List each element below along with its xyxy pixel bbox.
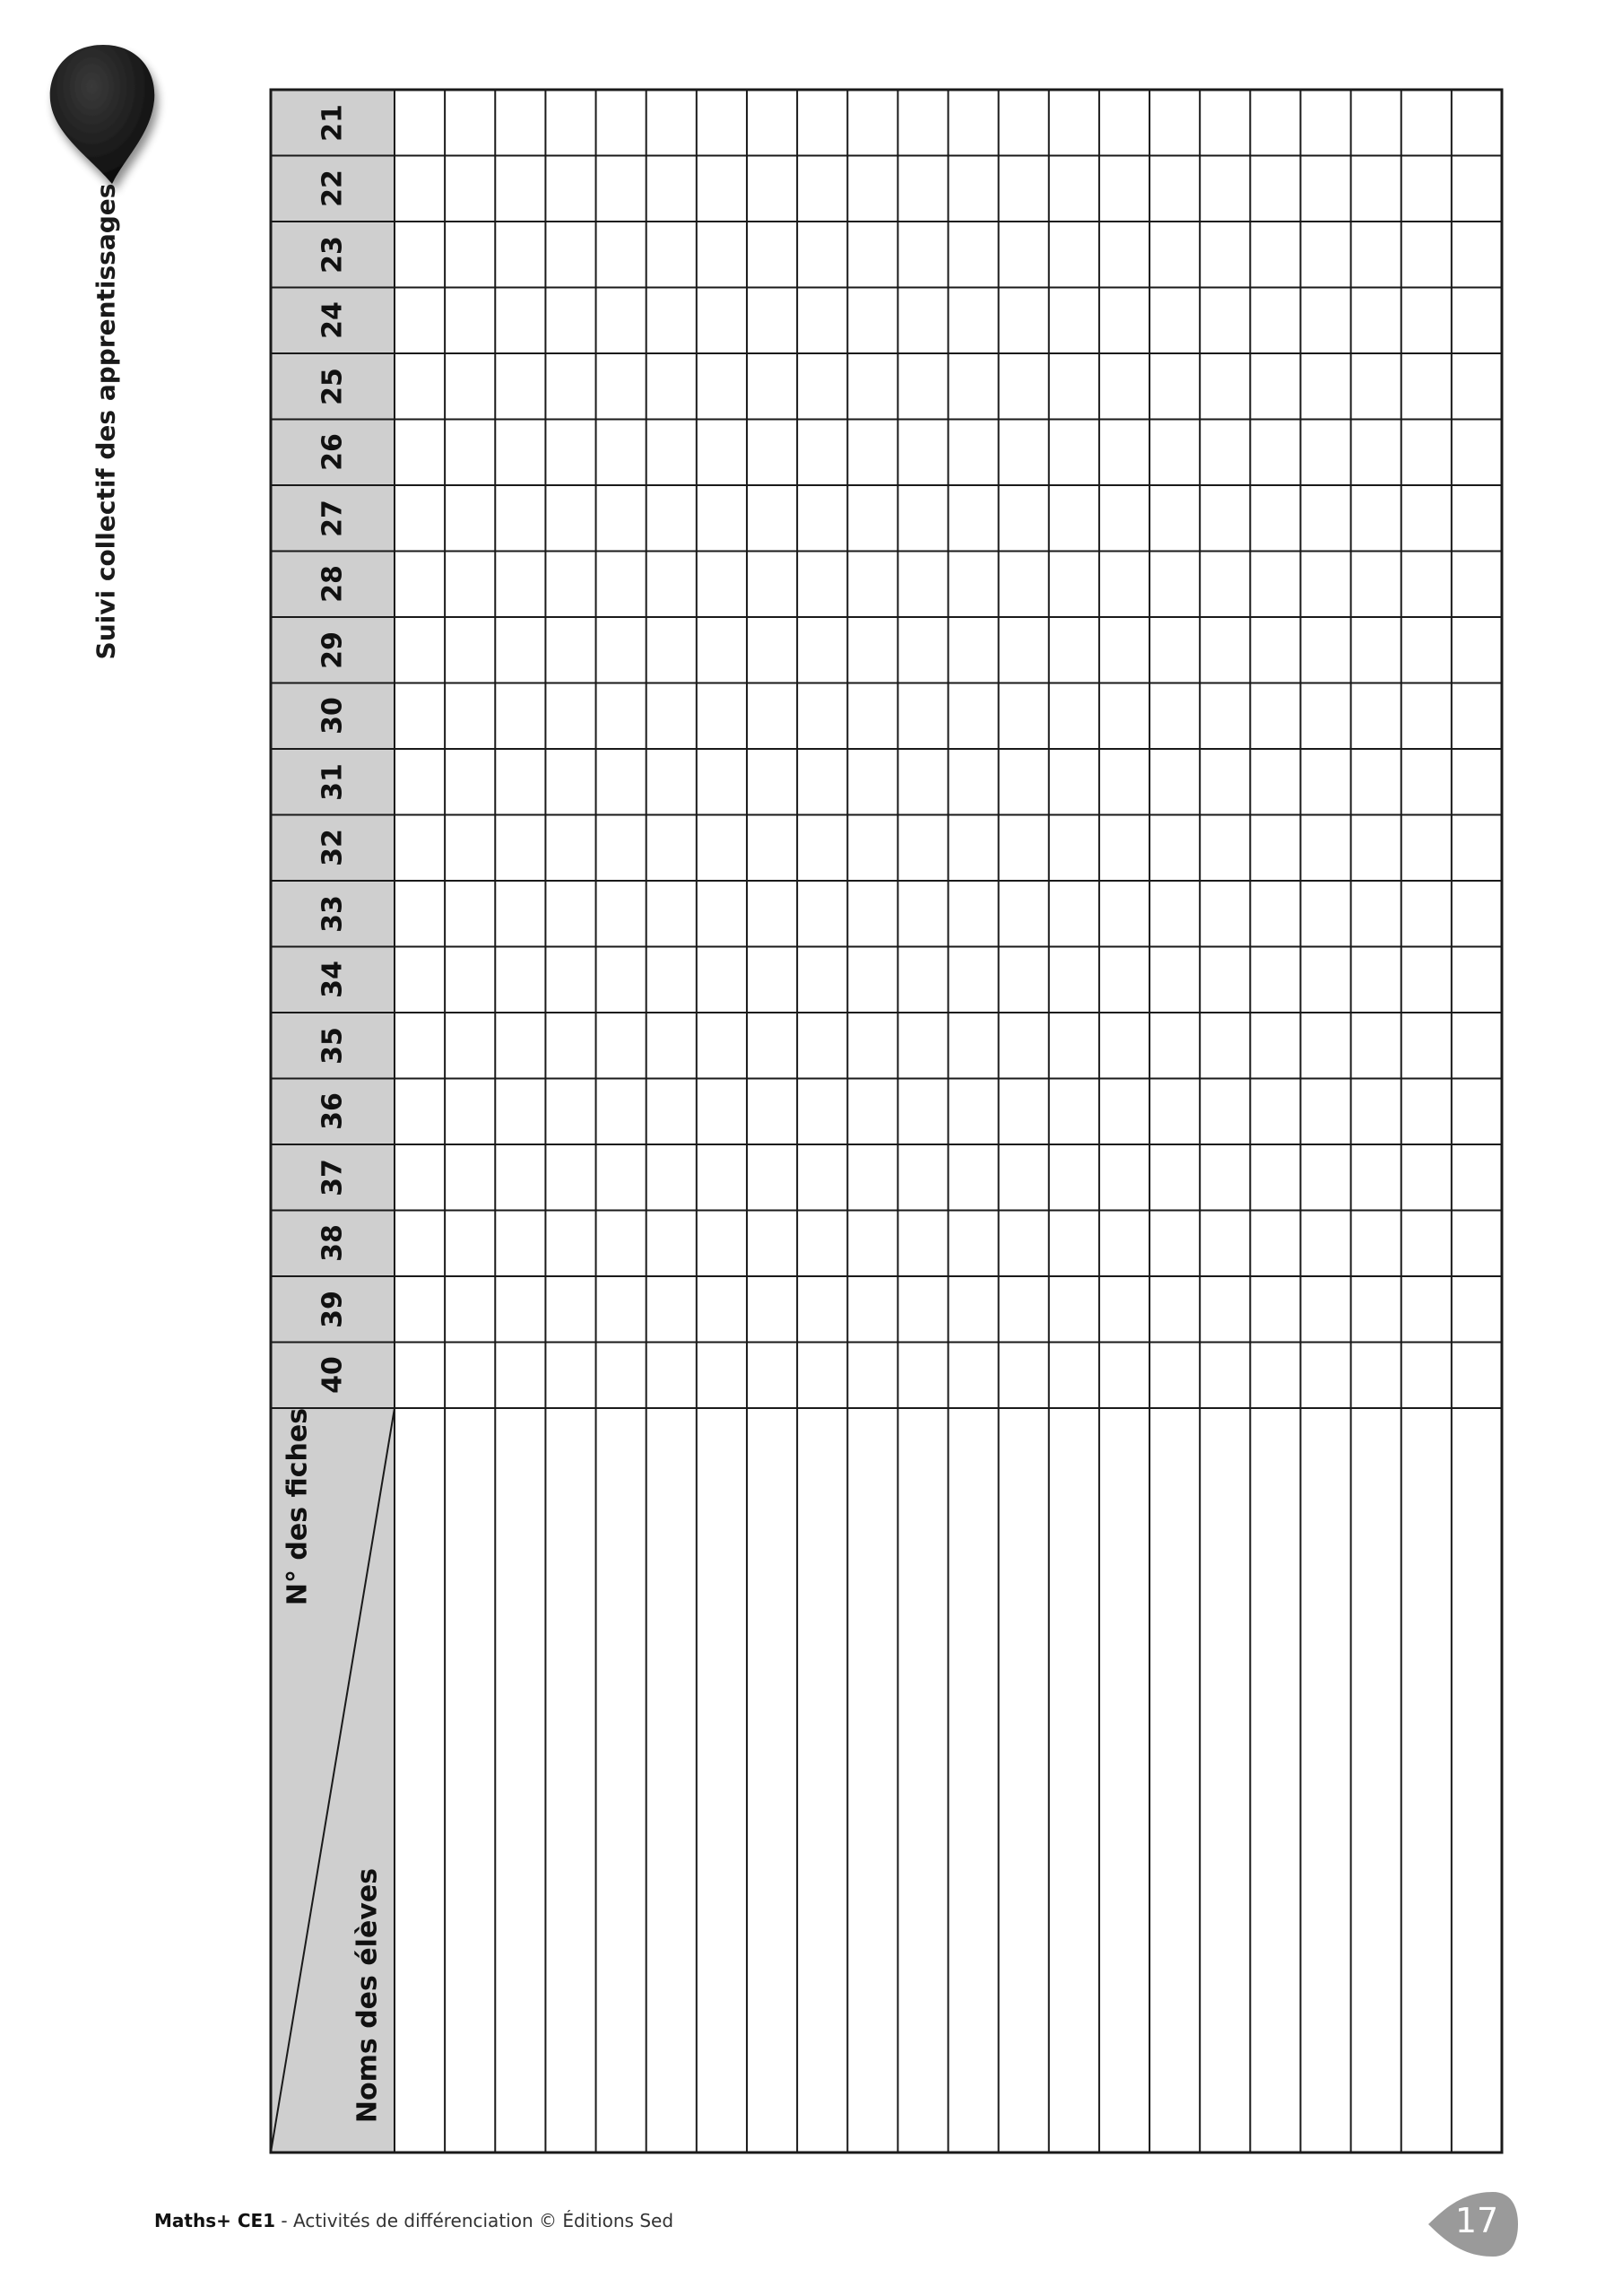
footer-credit-text: - Activités de différenciation © Éditions Sed — [275, 2210, 674, 2231]
fiche-number-28: 28 — [317, 565, 349, 604]
fiche-number-27: 27 — [317, 499, 349, 537]
fiche-number-30: 30 — [317, 697, 349, 735]
fiche-number-35: 35 — [317, 1026, 349, 1065]
fiche-number-26: 26 — [317, 433, 349, 472]
fiche-number-25: 25 — [317, 367, 349, 405]
fiche-number-33: 33 — [317, 894, 349, 933]
section-title: Suivi collectif des apprentissages — [91, 183, 121, 660]
fiche-number-header: N° des fiches — [282, 1407, 314, 1606]
fiche-number-22: 22 — [317, 170, 349, 208]
fiche-number-29: 29 — [317, 631, 349, 669]
fiche-number-34: 34 — [317, 961, 349, 999]
fiche-number-31: 31 — [317, 762, 349, 801]
fiche-number-40: 40 — [317, 1356, 349, 1395]
fiche-number-23: 23 — [317, 235, 349, 274]
fiche-number-38: 38 — [317, 1224, 349, 1263]
page-number: 17 — [1454, 2201, 1499, 2240]
fiche-number-39: 39 — [317, 1290, 349, 1328]
student-names-header: Noms des élèves — [351, 1867, 384, 2124]
fiche-number-36: 36 — [317, 1092, 349, 1131]
fiche-number-21: 21 — [317, 103, 349, 142]
fiche-number-37: 37 — [317, 1158, 349, 1196]
table-border — [271, 90, 1502, 2152]
fiche-number-24: 24 — [317, 301, 349, 340]
footer-credit — [154, 2210, 673, 2231]
footer-brand: Maths+ CE1 — [154, 2210, 276, 2231]
fiche-number-32: 32 — [317, 829, 349, 867]
